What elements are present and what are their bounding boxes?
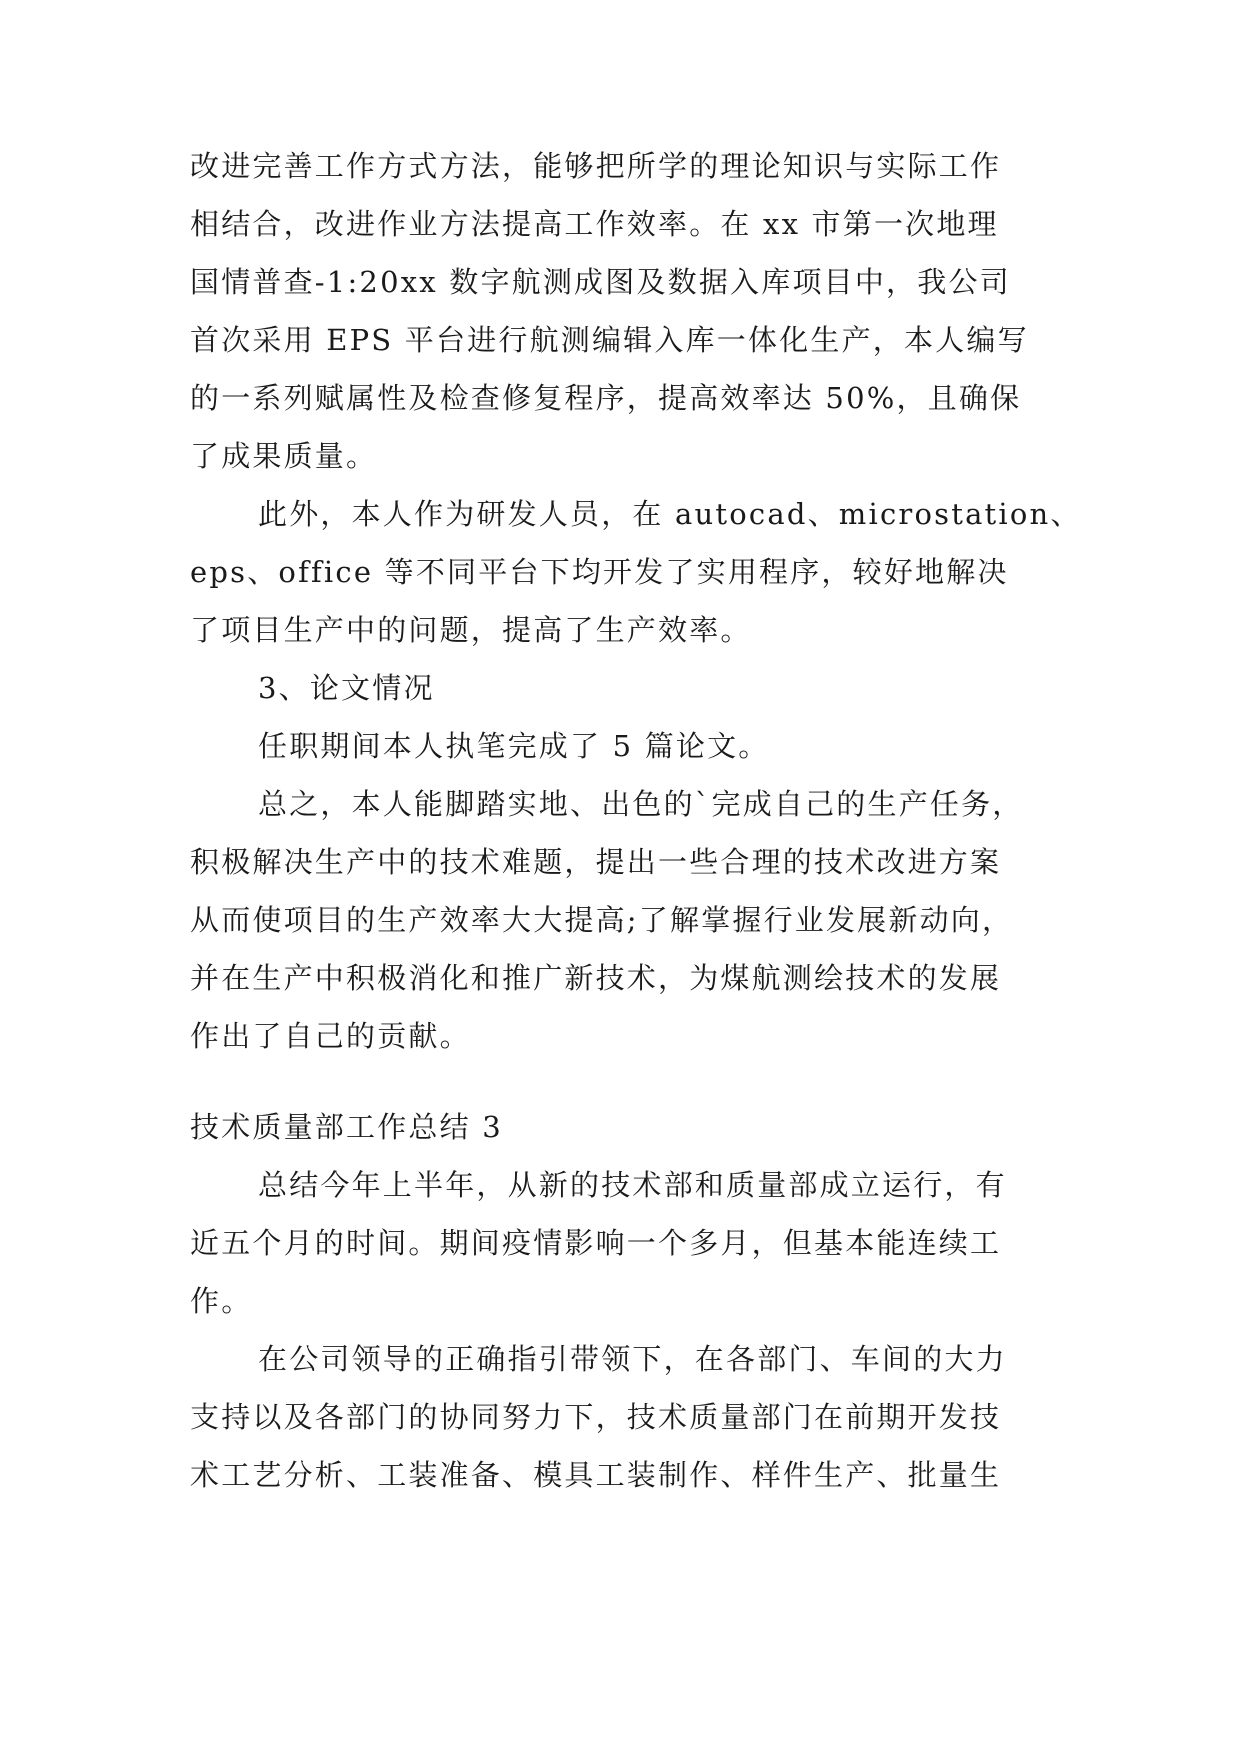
text-line: 近五个月的时间。期间疫情影响一个多月，但基本能连续工 xyxy=(190,1226,1002,1260)
text-line: 了项目生产中的问题，提高了生产效率。 xyxy=(190,613,752,647)
text-line: 支持以及各部门的协同努力下，技术质量部门在前期开发技 xyxy=(190,1400,1002,1434)
text-line: 相结合，改进作业方法提高工作效率。在 xx 市第一次地理 xyxy=(190,207,999,241)
text-line: 作出了自己的贡献。 xyxy=(190,1019,471,1053)
text-line: 总之，本人能脚踏实地、出色的`完成自己的生产任务， xyxy=(258,787,1024,821)
text-line: 作。 xyxy=(190,1284,253,1318)
article-title: 技术质量部工作总结 3 xyxy=(190,1110,503,1144)
text-line: 国情普查-1:20xx 数字航测成图及数据入库项目中，我公司 xyxy=(190,265,1011,299)
text-line: 首次采用 EPS 平台进行航测编辑入库一体化生产，本人编写 xyxy=(190,323,1029,357)
section-heading: 3、论文情况 xyxy=(258,671,435,705)
text-line: 术工艺分析、工装准备、模具工装制作、样件生产、批量生 xyxy=(190,1458,1002,1492)
text-line: 从而使项目的生产效率大大提高;了解掌握行业发展新动向， xyxy=(190,903,1014,937)
text-line: 的一系列赋属性及检查修复程序，提高效率达 50%，且确保 xyxy=(190,381,1022,415)
text-line: 此外，本人作为研发人员，在 autocad、microstation、 xyxy=(258,497,1082,531)
text-line: eps、office 等不同平台下均开发了实用程序，较好地解决 xyxy=(190,555,1009,589)
text-line: 了成果质量。 xyxy=(190,439,378,473)
text-line: 并在生产中积极消化和推广新技术，为煤航测绘技术的发展 xyxy=(190,961,1002,995)
text-line: 任职期间本人执笔完成了 5 篇论文。 xyxy=(258,729,770,763)
text-line: 总结今年上半年，从新的技术部和质量部成立运行，有 xyxy=(258,1168,1007,1202)
text-line: 改进完善工作方式方法，能够把所学的理论知识与实际工作 xyxy=(190,149,1002,183)
text-line: 积极解决生产中的技术难题，提出一些合理的技术改进方案 xyxy=(190,845,1002,879)
text-line: 在公司领导的正确指引带领下，在各部门、车间的大力 xyxy=(258,1342,1007,1376)
